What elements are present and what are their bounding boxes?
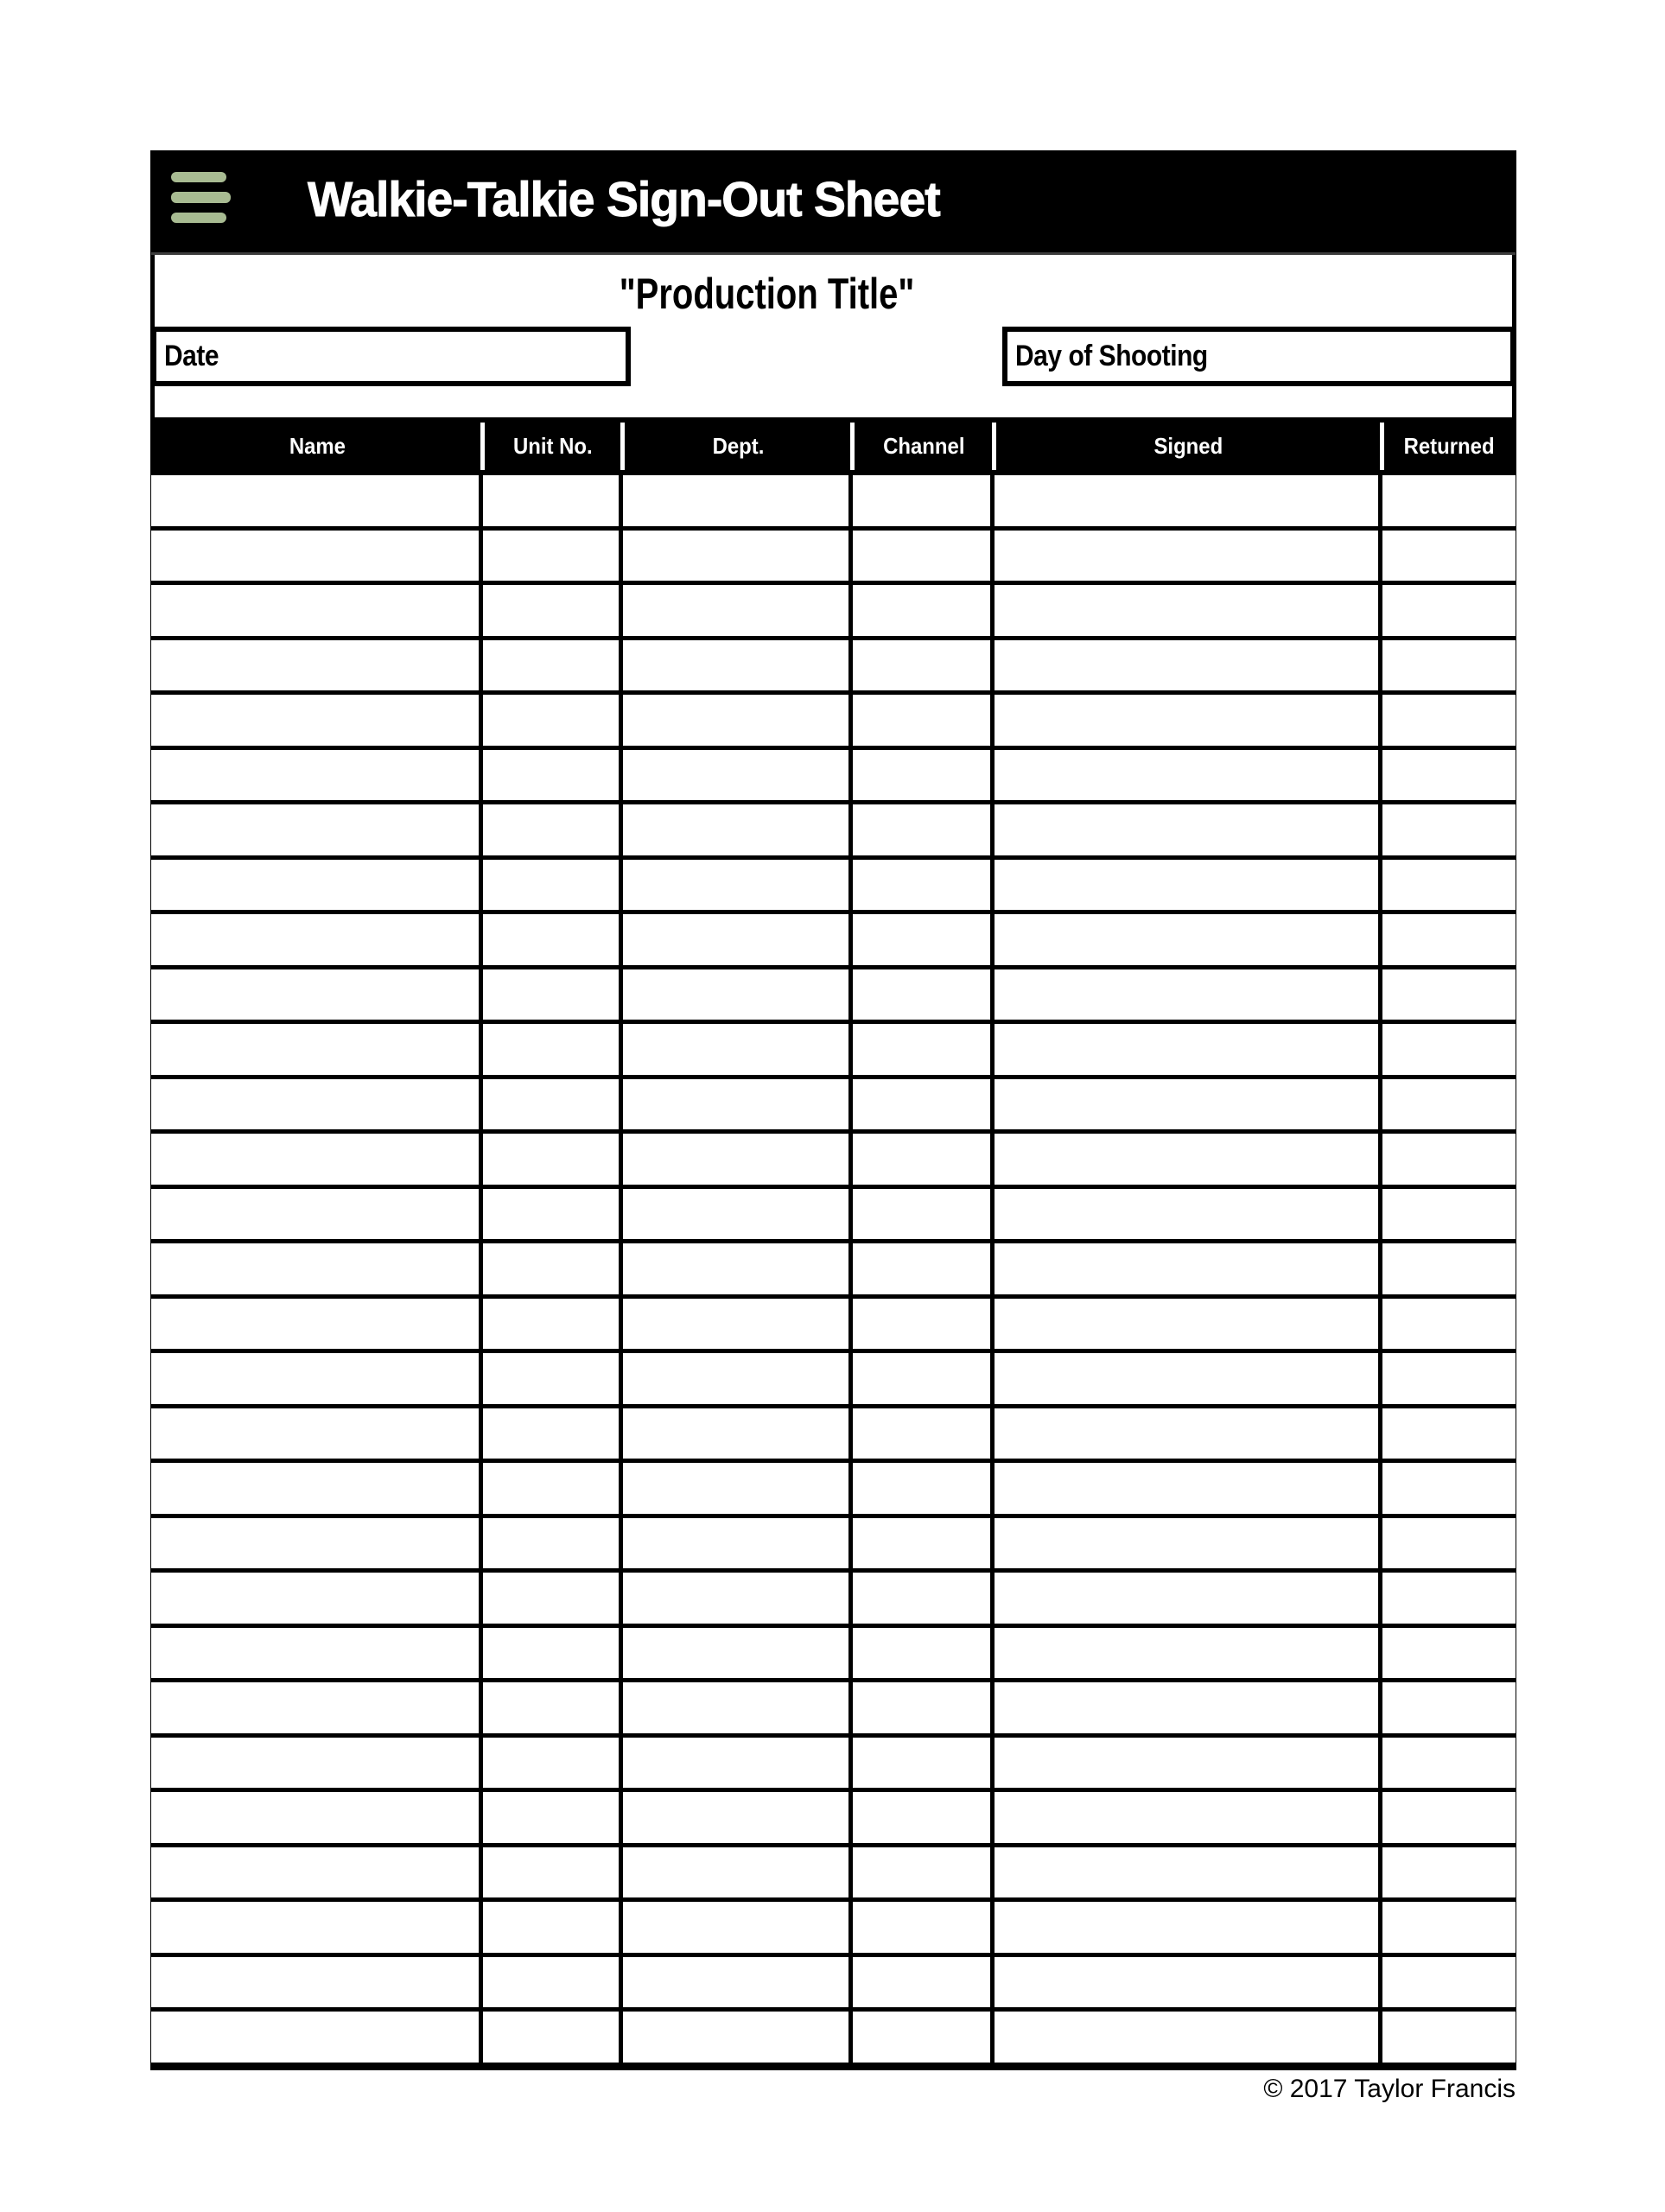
cell-channel [853,1463,995,1514]
hamburger-bar [171,172,226,182]
cell-dept [623,969,853,1020]
cell-returned [1382,531,1516,582]
cell-dept [623,475,853,526]
cell-returned [1382,1299,1516,1350]
cell-channel [853,585,995,636]
cell-channel [853,804,995,855]
cell-dept [623,1353,853,1404]
cell-channel [853,1792,995,1843]
cell-unit-no [483,1463,623,1514]
column-header-dept [623,417,853,475]
cell-unit-no [483,1957,623,2008]
cell-returned [1382,1189,1516,1240]
cell-dept [623,914,853,965]
cell-unit-no [483,750,623,801]
table-row [151,1847,1516,1903]
table-row [151,1189,1516,1244]
column-header-label: Name [289,433,346,459]
cell-name [151,860,483,911]
table-row [151,1353,1516,1408]
day-of-shooting-label: Day of Shooting [1015,340,1208,372]
cell-name [151,1134,483,1185]
cell-dept [623,1682,853,1733]
cell-channel [853,1573,995,1624]
cell-name [151,969,483,1020]
cell-signed [995,1463,1382,1514]
cell-signed [995,1902,1382,1953]
column-header-label: Signed [1153,433,1223,459]
table-row [151,585,1516,640]
cell-channel [853,1902,995,1953]
cell-channel [853,1189,995,1240]
cell-channel [853,1738,995,1789]
column-header-unit-no [483,417,623,475]
cell-signed [995,1079,1382,1130]
cell-channel [853,1628,995,1679]
copyright: © 2017 Taylor Francis [1263,2075,1516,2103]
column-header-signed [995,417,1382,475]
cell-channel [853,860,995,911]
cell-signed [995,1134,1382,1185]
cell-unit-no [483,1299,623,1350]
table-row [151,531,1516,586]
cell-returned [1382,1738,1516,1789]
cell-signed [995,1353,1382,1404]
cell-signed [995,475,1382,526]
sheet-title: Walkie-Talkie Sign-Out Sheet [308,172,940,227]
table-row [151,1079,1516,1135]
cell-channel [853,1682,995,1733]
cell-unit-no [483,531,623,582]
cell-signed [995,1957,1382,2008]
cell-name [151,2012,483,2063]
cell-dept [623,750,853,801]
cell-signed [995,1847,1382,1898]
cell-returned [1382,1518,1516,1569]
cell-signed [995,2012,1382,2063]
cell-signed [995,969,1382,1020]
table-row [151,914,1516,969]
table-row [151,1243,1516,1299]
cell-returned [1382,1847,1516,1898]
cell-name [151,1408,483,1459]
cell-channel [853,531,995,582]
cell-channel [853,1957,995,2008]
fields-row [151,327,1516,386]
cell-channel [853,914,995,965]
day-of-shooting-field [1002,327,1516,386]
cell-dept [623,1243,853,1294]
cell-returned [1382,1902,1516,1953]
cell-signed [995,1792,1382,1843]
cell-channel [853,1518,995,1569]
cell-name [151,1682,483,1733]
cell-name [151,804,483,855]
hamburger-menu-icon [171,168,232,228]
cell-dept [623,1792,853,1843]
cell-name [151,750,483,801]
cell-name [151,1353,483,1404]
cell-signed [995,1682,1382,1733]
cell-unit-no [483,1573,623,1624]
cell-channel [853,475,995,526]
cell-unit-no [483,1134,623,1185]
cell-unit-no [483,1628,623,1679]
date-label: Date [164,340,219,372]
table-row [151,1299,1516,1354]
cell-returned [1382,860,1516,911]
cell-returned [1382,1792,1516,1843]
cell-channel [853,640,995,691]
cell-name [151,914,483,965]
cell-unit-no [483,1902,623,1953]
cell-returned [1382,1079,1516,1130]
cell-returned [1382,804,1516,855]
cell-signed [995,1299,1382,1350]
cell-unit-no [483,640,623,691]
cell-unit-no [483,1024,623,1075]
cell-dept [623,1847,853,1898]
cell-returned [1382,750,1516,801]
cell-returned [1382,1024,1516,1075]
cell-name [151,1792,483,1843]
fields-table-gap [151,386,1516,417]
cell-unit-no [483,1079,623,1130]
table-row [151,1573,1516,1628]
cell-signed [995,804,1382,855]
cell-returned [1382,969,1516,1020]
cell-returned [1382,914,1516,965]
cell-dept [623,1463,853,1514]
cell-name [151,1299,483,1350]
cell-dept [623,804,853,855]
cell-dept [623,1024,853,1075]
cell-signed [995,695,1382,746]
cell-returned [1382,1134,1516,1185]
cell-dept [623,2012,853,2063]
cell-signed [995,1408,1382,1459]
cell-channel [853,695,995,746]
cell-name [151,1573,483,1624]
table-row [151,2012,1516,2067]
cell-signed [995,1573,1382,1624]
cell-name [151,640,483,691]
cell-name [151,1463,483,1514]
cell-unit-no [483,585,623,636]
cell-dept [623,531,853,582]
hamburger-bar [171,192,231,203]
cell-name [151,1957,483,2008]
cell-unit-no [483,1682,623,1733]
cell-dept [623,860,853,911]
table-row [151,1957,1516,2012]
cell-channel [853,1847,995,1898]
table-header-row [151,417,1516,475]
cell-name [151,1243,483,1294]
table-row [151,1682,1516,1738]
table-row [151,1628,1516,1683]
table-row [151,860,1516,915]
cell-returned [1382,1682,1516,1733]
cell-channel [853,1353,995,1404]
cell-unit-no [483,475,623,526]
table-row [151,640,1516,696]
cell-returned [1382,1573,1516,1624]
cell-returned [1382,1957,1516,2008]
cell-name [151,1079,483,1130]
cell-channel [853,1079,995,1130]
cell-returned [1382,1408,1516,1459]
cell-channel [853,1408,995,1459]
cell-dept [623,1518,853,1569]
cell-returned [1382,695,1516,746]
cell-dept [623,1573,853,1624]
column-header-returned [1382,417,1516,475]
column-header-label: Channel [882,433,965,459]
header-separator [480,423,485,470]
cell-channel [853,1134,995,1185]
cell-name [151,475,483,526]
cell-signed [995,531,1382,582]
production-title: "Production Title" [619,269,915,318]
column-header-label: Dept. [712,433,764,459]
cell-returned [1382,585,1516,636]
cell-name [151,1628,483,1679]
cell-returned [1382,1628,1516,1679]
cell-returned [1382,1353,1516,1404]
table-row [151,695,1516,750]
cell-name [151,1518,483,1569]
header-separator [620,423,625,470]
table-row [151,804,1516,860]
cell-dept [623,1902,853,1953]
cell-signed [995,860,1382,911]
cell-returned [1382,640,1516,691]
cell-unit-no [483,860,623,911]
cell-unit-no [483,914,623,965]
cell-name [151,1189,483,1240]
cell-signed [995,640,1382,691]
cell-name [151,1847,483,1898]
cell-unit-no [483,1518,623,1569]
cell-returned [1382,1463,1516,1514]
cell-unit-no [483,1243,623,1294]
cell-unit-no [483,2012,623,2063]
cell-dept [623,585,853,636]
date-field [151,327,631,386]
cell-returned [1382,1243,1516,1294]
cell-signed [995,1738,1382,1789]
cell-dept [623,1299,853,1350]
table-row [151,1518,1516,1573]
table-row [151,1024,1516,1079]
production-title-box [151,255,1382,327]
cell-returned [1382,2012,1516,2063]
cell-dept [623,1408,853,1459]
signout-sheet [151,150,1516,2070]
cell-name [151,1738,483,1789]
cell-unit-no [483,695,623,746]
table-row [151,1738,1516,1793]
column-header-channel [853,417,995,475]
cell-channel [853,2012,995,2063]
cell-signed [995,1189,1382,1240]
cell-channel [853,1243,995,1294]
cell-signed [995,585,1382,636]
cell-unit-no [483,804,623,855]
table-row [151,475,1516,531]
table-body [151,475,1516,2070]
cell-dept [623,640,853,691]
title-bar [151,150,1516,255]
cell-unit-no [483,1738,623,1789]
cell-dept [623,1628,853,1679]
column-header-label: Returned [1403,433,1495,459]
header-separator [1380,423,1384,470]
table-row [151,1902,1516,1957]
subtitle-row [151,255,1516,327]
cell-channel [853,750,995,801]
column-header-label: Unit No. [513,433,593,459]
table-row [151,1792,1516,1847]
cell-dept [623,1134,853,1185]
header-separator [850,423,855,470]
cell-signed [995,1243,1382,1294]
cell-unit-no [483,1792,623,1843]
cell-name [151,585,483,636]
cell-signed [995,1628,1382,1679]
cell-dept [623,1957,853,2008]
cell-name [151,1902,483,1953]
cell-dept [623,695,853,746]
cell-dept [623,1738,853,1789]
column-header-name [151,417,483,475]
table-row [151,969,1516,1025]
cell-signed [995,1024,1382,1075]
table-row [151,1463,1516,1518]
cell-dept [623,1189,853,1240]
cell-signed [995,1518,1382,1569]
cell-unit-no [483,969,623,1020]
cell-channel [853,969,995,1020]
cell-name [151,695,483,746]
cell-unit-no [483,1847,623,1898]
table-row [151,750,1516,805]
header-separator [992,423,996,470]
hamburger-bar [171,213,226,223]
cell-signed [995,914,1382,965]
cell-channel [853,1299,995,1350]
cell-name [151,531,483,582]
table-row [151,1134,1516,1189]
cell-name [151,1024,483,1075]
cell-signed [995,750,1382,801]
table-row [151,1408,1516,1464]
cell-returned [1382,475,1516,526]
cell-unit-no [483,1353,623,1404]
cell-channel [853,1024,995,1075]
cell-dept [623,1079,853,1130]
cell-unit-no [483,1189,623,1240]
cell-unit-no [483,1408,623,1459]
